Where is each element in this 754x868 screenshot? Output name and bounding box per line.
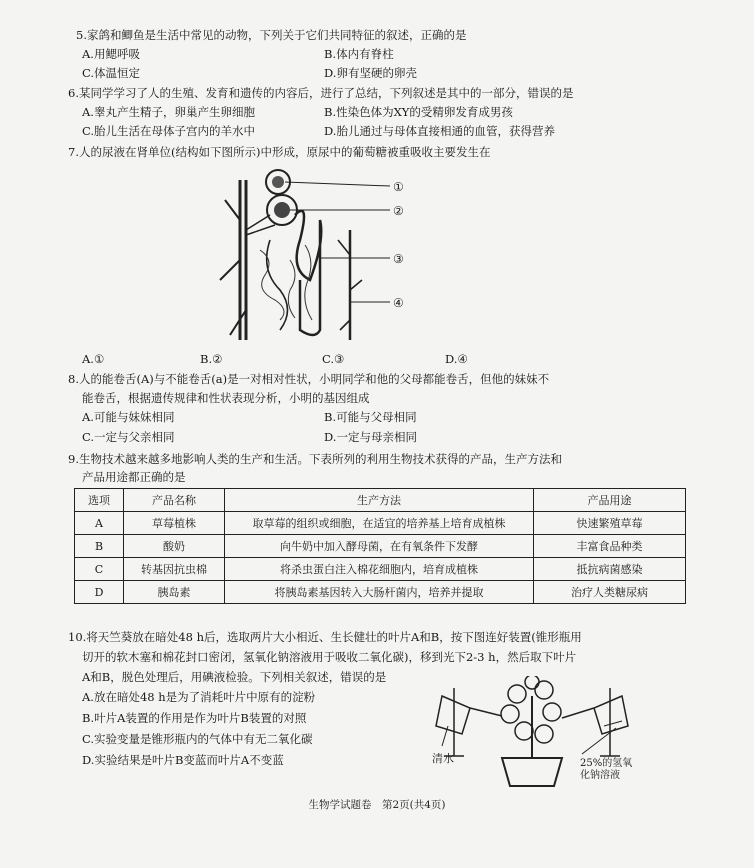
table-cell: 取草莓的组织或细胞，在适宜的培养基上培育成植株: [225, 512, 534, 535]
table-cell: 草莓植株: [124, 512, 225, 535]
diagram-label-3: ③: [393, 252, 404, 266]
q10-stem-line2: 切开的软木塞和棉花封口密闭，氢氧化钠溶液用于吸收二氧化碳)，移到光下2-3 h，然后取下叶片: [82, 650, 577, 664]
q5-option-d: D.卵有坚硬的卵壳: [324, 66, 417, 80]
table-cell: B: [75, 535, 124, 558]
table-cell: 丰富食品种类: [534, 535, 686, 558]
q5-stem: 5.家鸽和鲫鱼是生活中常见的动物，下列关于它们共同特征的叙述，正确的是: [76, 28, 467, 42]
q10-option-c: C.实验变量是锥形瓶内的气体中有无二氧化碳: [82, 732, 313, 746]
table-header-method: 生产方法: [225, 489, 534, 512]
table-header-row: [75, 489, 686, 512]
table-cell: 将胰岛素基因转入大肠杆菌内，培养并提取: [225, 581, 534, 604]
q10-option-a: A.放在暗处48 h是为了消耗叶片中原有的淀粉: [82, 690, 316, 704]
q6-stem: 6.某同学学习了人的生殖、发育和遗传的内容后，进行了总结，下列叙述是其中的一部分，错误的是: [68, 86, 574, 100]
q8-option-b: B.可能与父母相同: [324, 410, 417, 424]
q7-option-b: B.②: [200, 352, 223, 366]
q8-option-d: D.一定与母亲相同: [324, 430, 417, 444]
table-header-option: 选项: [75, 489, 124, 512]
q6-option-d: D.胎儿通过与母体直接相通的血管，获得营养: [324, 124, 555, 138]
naoh-label-line1: 25%的氢氧: [580, 758, 633, 769]
q7-stem: 7.人的尿液在肾单位(结构如下图所示)中形成，原尿中的葡萄糖被重吸收主要发生在: [68, 145, 491, 159]
q8-stem-line2: 能卷舌，根据遗传规律和性状表现分析，小明的基因组成: [82, 391, 370, 405]
q7-option-c: C.③: [322, 352, 345, 366]
table-cell: 胰岛素: [124, 581, 225, 604]
q5-option-b: B.体内有脊柱: [324, 47, 394, 61]
table-row: [75, 512, 686, 535]
product-table: [74, 488, 686, 604]
q6-option-c: C.胎儿生活在母体子宫内的羊水中: [82, 124, 256, 138]
q10-option-b: B.叶片A装置的作用是作为叶片B装置的对照: [82, 711, 307, 725]
q10-stem-line3: A和B，脱色处理后，用碘液检验。下列相关叙述，错误的是: [82, 670, 387, 684]
q9-stem-line1: 9.生物技术越来越多地影响人类的生产和生活。下表所列的利用生物技术获得的产品，生产方法和: [68, 452, 562, 466]
q8-option-a: A.可能与妹妹相同: [82, 410, 175, 424]
table-cell: 转基因抗虫棉: [124, 558, 225, 581]
table-cell: 酸奶: [124, 535, 225, 558]
table-header-product: 产品名称: [124, 489, 225, 512]
table-cell: A: [75, 512, 124, 535]
table-cell: 抵抗病菌感染: [534, 558, 686, 581]
q10-stem-line1: 10.将天竺葵放在暗处48 h后，选取两片大小相近、生长健壮的叶片A和B，按下图连好装置(锥形瓶用: [68, 630, 582, 644]
q7-option-d: D.④: [445, 352, 468, 366]
q6-option-b: B.性染色体为XY的受精卵发育成男孩: [324, 105, 513, 119]
table-cell: 向牛奶中加入酵母菌，在有氧条件下发酵: [225, 535, 534, 558]
table-cell: 将杀虫蛋白注入棉花细胞内，培育成植株: [225, 558, 534, 581]
diagram-label-2: ②: [393, 204, 404, 218]
table-cell: 快速繁殖草莓: [534, 512, 686, 535]
q5-option-a: A.用鳃呼吸: [82, 47, 140, 61]
nephron-diagram: [200, 160, 420, 350]
table-row: [75, 558, 686, 581]
naoh-label-line2: 化钠溶液: [580, 770, 620, 781]
q7-option-a: A.①: [82, 352, 105, 366]
page-footer: 生物学试题卷 第2页(共4页): [308, 799, 446, 811]
table-cell: 治疗人类糖尿病: [534, 581, 686, 604]
q8-option-c: C.一定与父亲相同: [82, 430, 175, 444]
diagram-label-1: ①: [393, 180, 404, 194]
q5-option-c: C.体温恒定: [82, 66, 141, 80]
table-cell: D: [75, 581, 124, 604]
diagram-label-4: ④: [393, 296, 404, 310]
q8-stem-line1: 8.人的能卷舌(A)与不能卷舌(a)是一对相对性状，小明同学和他的父母都能卷舌，但他的妹妹不: [68, 372, 550, 386]
table-cell: C: [75, 558, 124, 581]
table-row: [75, 535, 686, 558]
q10-option-d: D.实验结果是叶片B变蓝而叶片A不变蓝: [82, 753, 284, 767]
q9-stem-line2: 产品用途都正确的是: [82, 470, 186, 484]
table-header-use: 产品用途: [534, 489, 686, 512]
table-row: [75, 581, 686, 604]
water-label: 清水: [432, 752, 454, 765]
q6-option-a: A.睾丸产生精子，卵巢产生卵细胞: [82, 105, 255, 119]
